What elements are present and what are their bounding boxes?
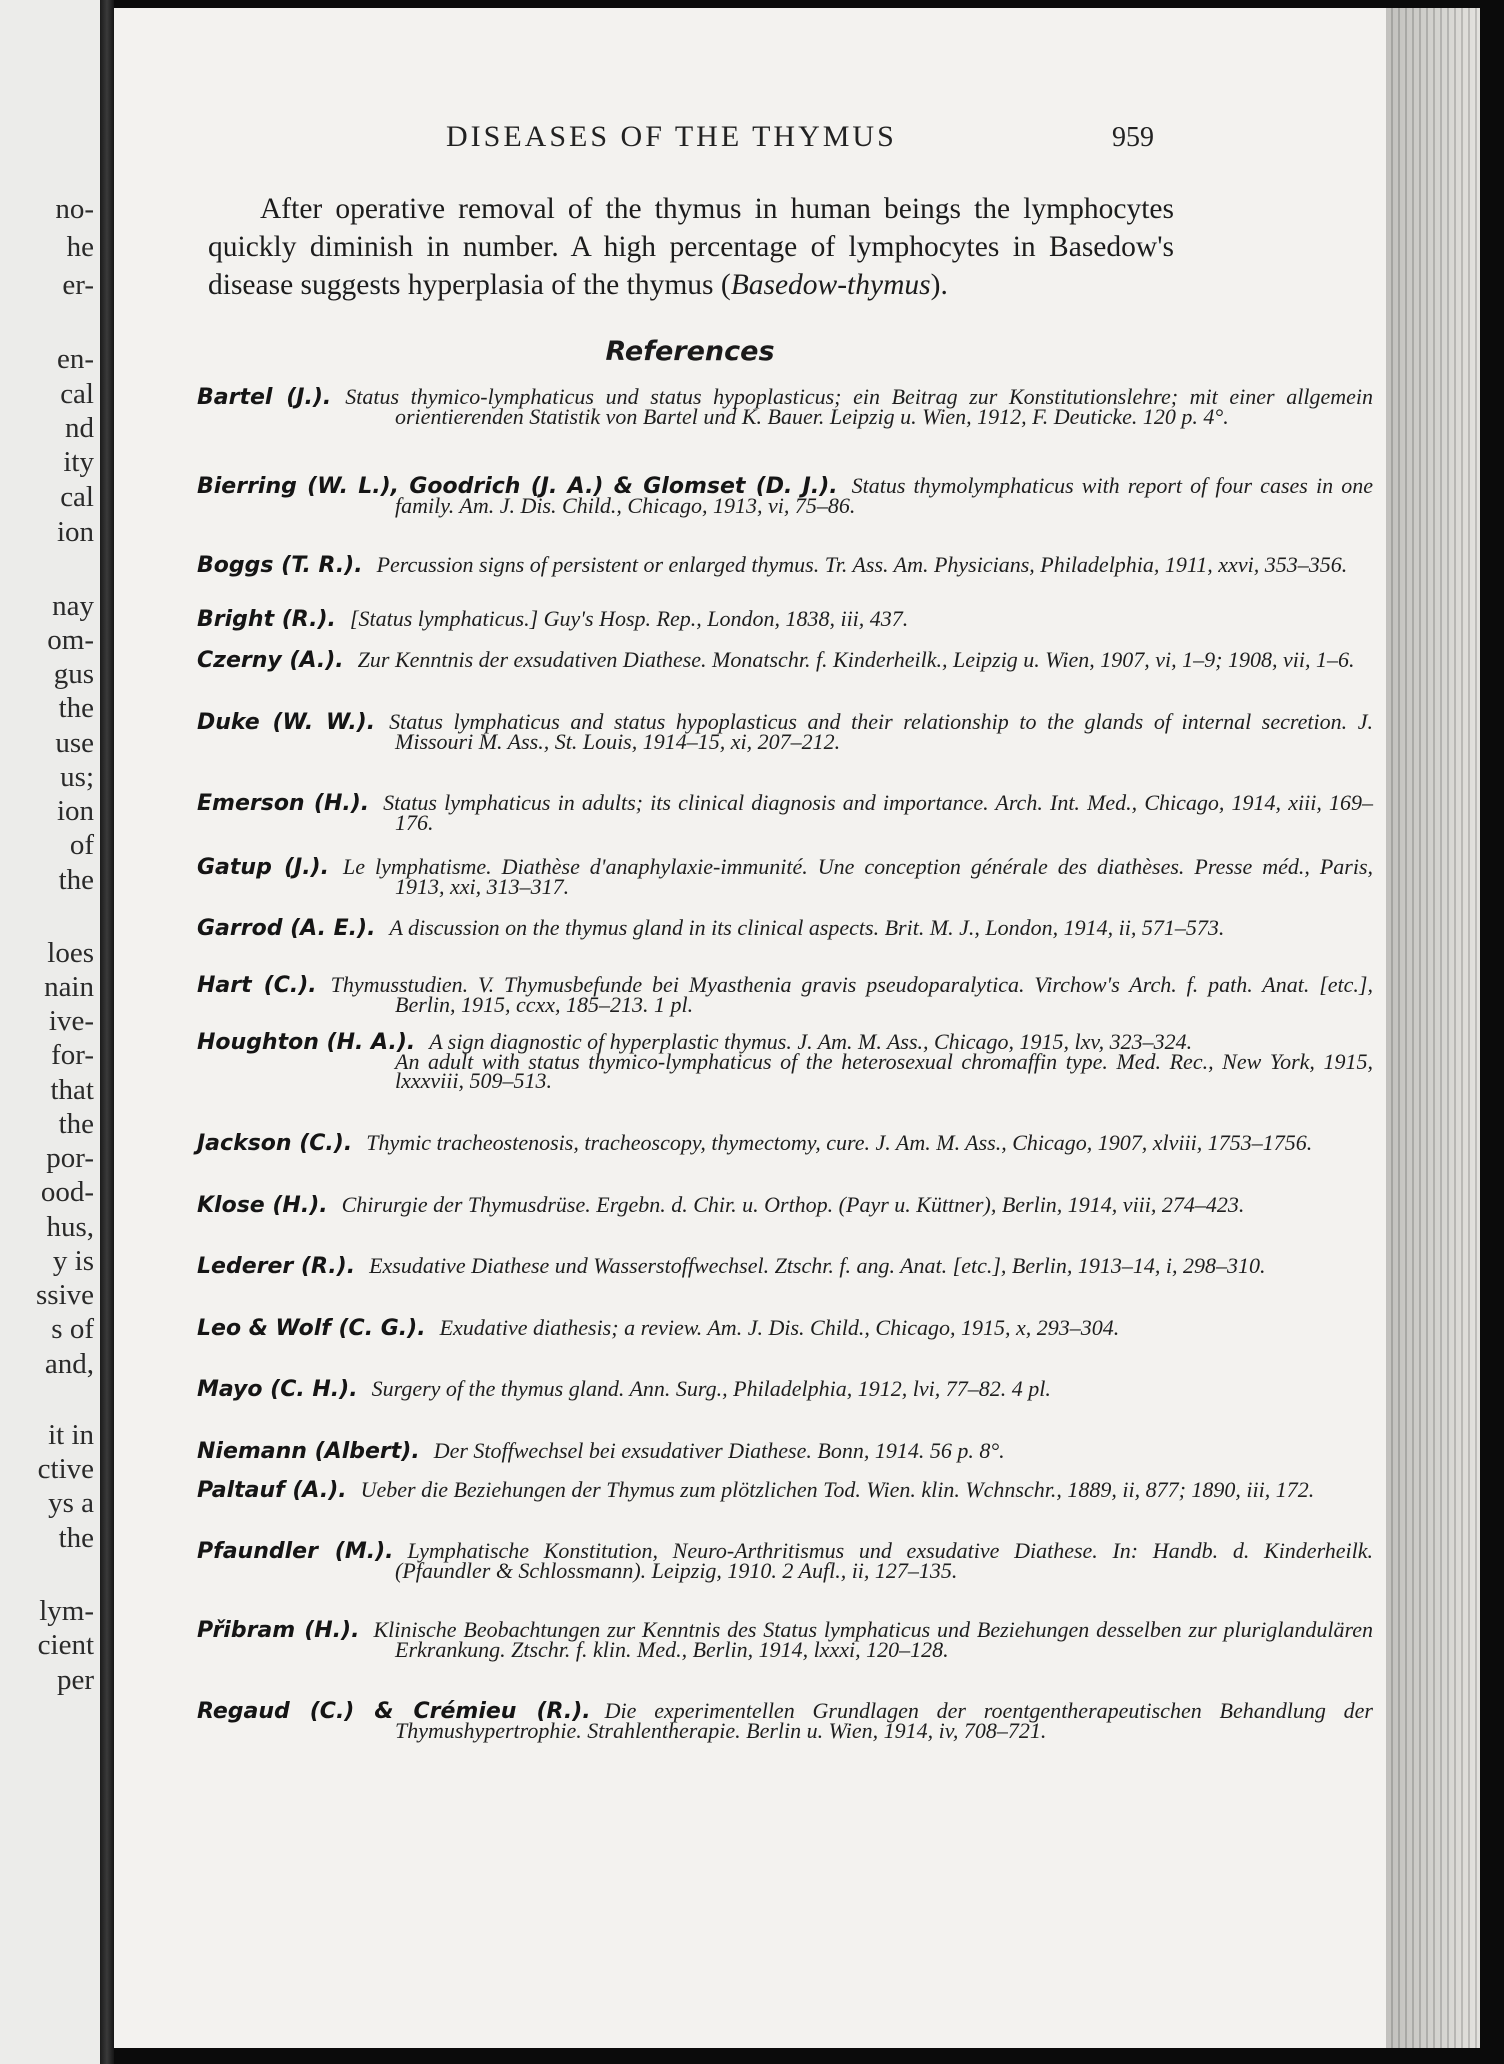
reference-author: Mayo (C. H.). (197, 1377, 358, 1402)
reference-citation: Ueber die Beziehungen der Thymus zum plötzlichen Tod. Wien. klin. Wchnschr., 1889, ii, 877; 1890, iii, 172. (360, 1477, 1315, 1502)
reference-entry (197, 972, 1373, 1017)
reference-author: Hart (C.). (197, 973, 317, 998)
facing-page-text-fragment: cal (60, 378, 94, 410)
reference-citation-extra: An adult with status thymico-lymphaticus of the heterosexual chromaffin type. Med. Rec., New York, 1915, lxxxviii, 509–513. (395, 1049, 1373, 1093)
facing-page-text-fragment: ssive (36, 1279, 94, 1311)
facing-page-text-fragment: ys a (48, 1487, 94, 1519)
facing-page-text-fragment: use (55, 727, 94, 759)
reference-author: Paltauf (A.). (197, 1478, 347, 1503)
reference-author: Duke (W. W.). (197, 710, 376, 735)
reference-author: Gatup (J.). (197, 855, 329, 880)
reference-author: Niemann (Albert). (197, 1439, 420, 1464)
reference-author: Czerny (A.). (197, 648, 344, 673)
facing-page-text-fragment: ity (63, 446, 94, 478)
reference-citation: Klinische Beobachtungen zur Kenntnis des Status lymphaticus und Beziehungen desselben zur pluriglandulären Erkrankung. Ztschr. f. klin. Med., Berlin, 1914, lxxxi, 120–128. (373, 1617, 1373, 1662)
facing-page-text-fragment: lym- (39, 1595, 94, 1627)
reference-entry (197, 1438, 1373, 1464)
facing-page-text-fragment: ion (56, 795, 94, 827)
facing-page-text-fragment: cient (37, 1629, 94, 1661)
facing-page-text-fragment: it in (48, 1419, 94, 1451)
reference-entry (197, 790, 1373, 835)
facing-page-text-fragment: er- (62, 269, 94, 301)
running-head: DISEASES OF THE THYMUS (446, 120, 897, 153)
reference-citation: Percussion signs of persistent or enlarged thymus. Tr. Ass. Am. Physicians, Philadelphia, 1911, xxvi, 353–356. (376, 552, 1348, 577)
reference-author: Garrod (A. E.). (197, 916, 376, 941)
reference-entry (197, 709, 1373, 754)
facing-page-text-fragment: and, (44, 1348, 94, 1380)
reference-author: Leo & Wolf (C. G.). (197, 1316, 426, 1341)
facing-page-text-fragment: of (69, 829, 94, 861)
facing-page-text-fragment: ctive (37, 1453, 94, 1485)
facing-page-text-fragment: for- (51, 1039, 94, 1071)
reference-entry (197, 1698, 1373, 1743)
facing-page-text-fragment: the (58, 1522, 94, 1554)
reference-citation: Der Stoffwechsel bei exsudativer Diathese. Bonn, 1914. 56 p. 8°. (433, 1438, 1005, 1463)
intro-text: After operative removal of the thymus in human beings the lymphocytes quickly diminish in number. A high percentage of lymphocytes in Basedow's disease suggests hyperplasia of the thymus ( (208, 193, 1174, 301)
reference-author: Bright (R.). (197, 607, 336, 632)
reference-entry (197, 1192, 1373, 1218)
reference-author: Lederer (R.). (197, 1254, 356, 1279)
facing-page-text-fragment: the (58, 1108, 94, 1140)
reference-citation: Le lymphatisme. Diathèse d'anaphylaxie-immunité. Une conception générale des diathèses. Presse méd., Paris, 1913, xxi, 313–317. (342, 854, 1374, 899)
facing-page-text-fragment: en- (56, 343, 94, 375)
facing-page-text-fragment: ive- (48, 1005, 94, 1037)
reference-entry (197, 1376, 1373, 1402)
facing-page-text-fragment: s of (51, 1313, 94, 1345)
reference-author: Jackson (C.). (197, 1131, 353, 1156)
facing-page-text-fragment: gus (53, 658, 94, 690)
reference-entry (197, 1617, 1373, 1662)
reference-entry (197, 1315, 1373, 1341)
reference-citation: Status lymphaticus in adults; its clinical diagnosis and importance. Arch. Int. Med., Chicago, 1914, xiii, 169–176. (383, 790, 1373, 835)
reference-author: Regaud (C.) & Crémieu (R.). (197, 1699, 591, 1724)
reference-author: Bartel (J.). (197, 385, 332, 410)
facing-page-text-fragment: nay (52, 590, 94, 622)
reference-entry (197, 1130, 1373, 1156)
facing-page-text-fragment: that (50, 1074, 94, 1106)
reference-entry (197, 1477, 1373, 1503)
reference-entry (197, 473, 1373, 518)
reference-entry (197, 854, 1374, 899)
facing-page-text-fragment: us; (60, 761, 94, 793)
facing-page-text-fragment: nain (44, 971, 94, 1003)
reference-citation: Thymusstudien. V. Thymusbefunde bei Myasthenia gravis pseudoparalytica. Virchow's Arch. f. path. Anat. [etc.], Berlin, 1915, ccxx, 185–213. 1 pl. (330, 972, 1373, 1017)
reference-entry (197, 915, 1373, 941)
facing-page-text-fragment: per (56, 1664, 94, 1696)
reference-citation: Exsudative Diathese und Wasserstoffwechsel. Ztschr. f. ang. Anat. [etc.], Berlin, 1913–14, i, 298–310. (369, 1253, 1266, 1278)
intro-emphasis: Basedow-thymus (730, 269, 931, 301)
reference-entry (197, 1029, 1373, 1093)
reference-citation: Zur Kenntnis der exsudativen Diathese. Monatschr. f. Kinderheilk., Leipzig u. Wien, 1907, vi, 1–9; 1908, vii, 1–6. (357, 647, 1355, 672)
reference-citation: Lymphatische Konstitution, Neuro-Arthritismus und exsudative Diathese. In: Handb. d. Kinderheilk. (Pfaundler & Schlossmann). Leipzig, 1910. 2 Aufl., ii, 127–135. (395, 1538, 1373, 1583)
facing-page-text-fragment: om- (47, 624, 94, 656)
facing-page-text-fragment: ood- (40, 1176, 94, 1208)
reference-author: Houghton (H. A.). (197, 1030, 416, 1055)
reference-citation: Surgery of the thymus gland. Ann. Surg., Philadelphia, 1912, lvi, 77–82. 4 pl. (371, 1376, 1051, 1401)
reference-citation: Status thymico-lymphaticus und status hypoplasticus; ein Beitrag zur Konstitutionslehre; mit einer allgemein orientierenden Statistik von Bartel und K. Bauer. Leipzig u. Wien, 1912, F. Deuticke. 120 p. 4°. (345, 384, 1373, 429)
facing-page-text-fragment: hus, (46, 1211, 94, 1243)
reference-author: Klose (H.). (197, 1193, 328, 1218)
facing-page-text-fragment: he (66, 231, 94, 263)
facing-page-text-fragment: nd (65, 412, 94, 444)
intro-text-end: ). (930, 269, 948, 301)
facing-page-text-fragment: por- (46, 1142, 94, 1174)
reference-entry (197, 1253, 1373, 1279)
reference-entry (197, 384, 1373, 429)
reference-author: Boggs (T. R.). (197, 553, 363, 578)
reference-entry (197, 606, 1373, 632)
reference-entry (197, 647, 1373, 673)
reference-citation: [Status lymphaticus.] Guy's Hosp. Rep., London, 1838, iii, 437. (349, 606, 909, 631)
facing-page-text-fragment: cal (60, 481, 94, 513)
reference-citation: A sign diagnostic of hyperplastic thymus. J. Am. M. Ass., Chicago, 1915, lxv, 323–324. (429, 1029, 1193, 1054)
page-number: 959 (1112, 122, 1154, 153)
reference-citation: Chirurgie der Thymusdrüse. Ergebn. d. Chir. u. Orthop. (Payr u. Küttner), Berlin, 1914, viii, 274–423. (341, 1192, 1245, 1217)
reference-author: Přibram (H.). (197, 1618, 360, 1643)
reference-entry (197, 1538, 1373, 1583)
references-heading: References (605, 336, 775, 367)
facing-page-text-fragment: y is (52, 1245, 94, 1277)
facing-page-text-fragment: no- (55, 193, 94, 225)
reference-citation: Die experimentellen Grundlagen der roentgentherapeutischen Behandlung der Thymushypertrophie. Strahlentherapie. Berlin u. Wien, 1914, iv, 708–721. (395, 1698, 1373, 1743)
reference-citation: Thymic tracheostenosis, tracheoscopy, thymectomy, cure. J. Am. M. Ass., Chicago, 1907, xlviii, 1753–1756. (366, 1130, 1313, 1155)
reference-citation: A discussion on the thymus gland in its clinical aspects. Brit. M. J., London, 1914, ii, 571–573. (389, 915, 1225, 940)
reference-author: Pfaundler (M.). (197, 1539, 394, 1564)
facing-page-text-fragment: ion (56, 516, 94, 548)
reference-author: Emerson (H.). (197, 791, 370, 816)
reference-entry (197, 552, 1373, 578)
reference-author: Bierring (W. L.), Goodrich (J. A.) & Glomset (D. J.). (197, 474, 838, 499)
facing-page-text-fragment: the (58, 864, 94, 896)
facing-page-text-fragment: loes (47, 937, 94, 969)
reference-citation: Status thymolymphaticus with report of four cases in one family. Am. J. Dis. Child., Chicago, 1913, vi, 75–86. (395, 473, 1373, 518)
reference-citation: Exudative diathesis; a review. Am. J. Dis. Child., Chicago, 1915, x, 293–304. (439, 1315, 1120, 1340)
reference-citation: Status lymphaticus and status hypoplasticus and their relationship to the glands of internal secretion. J. Missouri M. Ass., St. Louis, 1914–15, xi, 207–212. (389, 709, 1373, 754)
facing-page-text-fragment: the (58, 692, 94, 724)
